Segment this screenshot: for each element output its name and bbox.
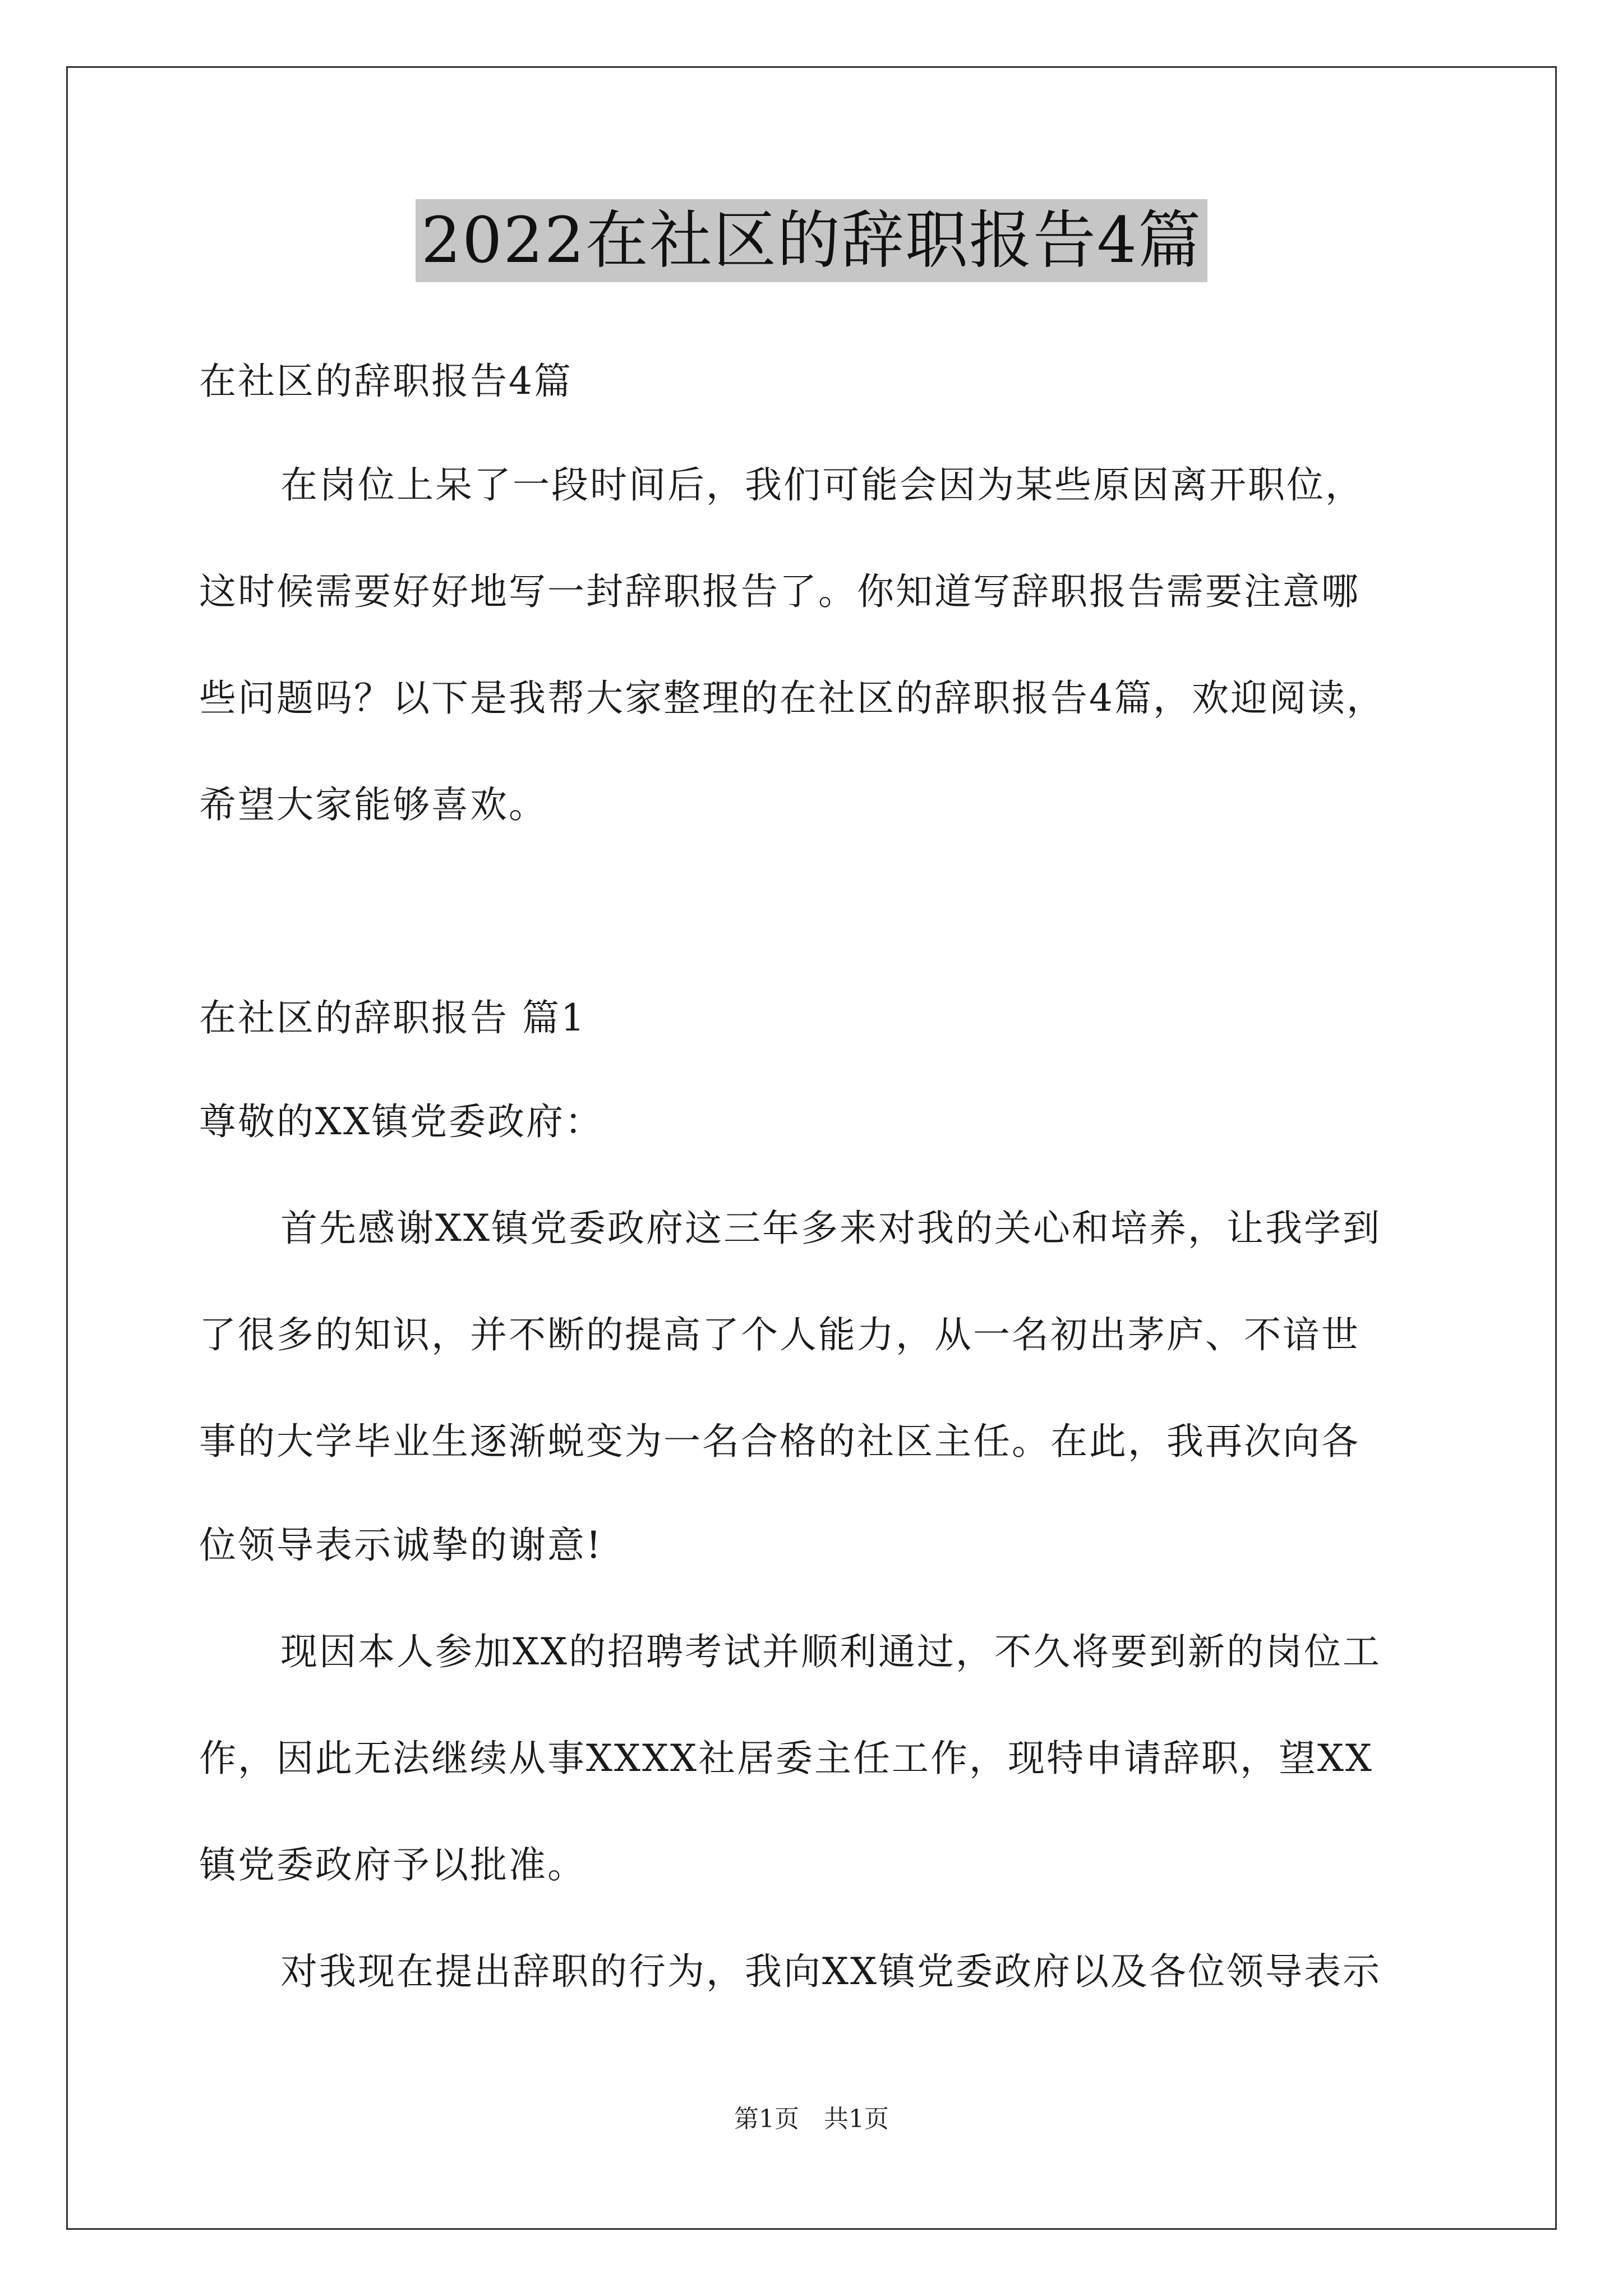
- intro-line-4: 希望大家能够喜欢。: [199, 783, 547, 826]
- body-line-1: 首先感谢XX镇党委政府这三年多来对我的关心和培养，让我学到: [280, 1207, 1381, 1250]
- section-heading: 在社区的辞职报告 篇1: [199, 996, 586, 1039]
- body-line-4: 位领导表示诚挚的谢意!: [199, 1524, 603, 1567]
- intro-line-1: 在岗位上呆了一段时间后，我们可能会因为某些原因离开职位，: [280, 463, 1364, 507]
- title-container: [0, 199, 1623, 282]
- body-line-6: 作，因此无法继续从事XXXX社居委主任工作，现特申请辞职，望XX: [199, 1737, 1373, 1780]
- body-line-2: 了很多的知识，并不断的提高了个人能力，从一名初出茅庐、不谙世: [199, 1313, 1360, 1356]
- intro-line-2: 这时候需要好好地写一封辞职报告了。你知道写辞职报告需要注意哪: [199, 570, 1360, 613]
- body-line-7: 镇党委政府予以批准。: [199, 1843, 586, 1887]
- body-line-8: 对我现在提出辞职的行为，我向XX镇党委政府以及各位领导表示: [280, 1950, 1381, 1993]
- body-line-3: 事的大学毕业生逐渐蜕变为一名合格的社区主任。在此，我再次向各: [199, 1420, 1360, 1463]
- body-line-5: 现因本人参加XX的招聘考试并顺利通过，不久将要到新的岗位工: [280, 1630, 1381, 1673]
- page-footer: 第1页 共1页: [734, 2105, 889, 2133]
- subtitle: 在社区的辞职报告4篇: [199, 360, 573, 403]
- document-title: 2022在社区的辞职报告4篇: [416, 199, 1207, 282]
- salutation: 尊敬的XX镇党委政府：: [199, 1100, 603, 1143]
- intro-line-3: 些问题吗？以下是我帮大家整理的在社区的辞职报告4篇，欢迎阅读，: [199, 677, 1385, 720]
